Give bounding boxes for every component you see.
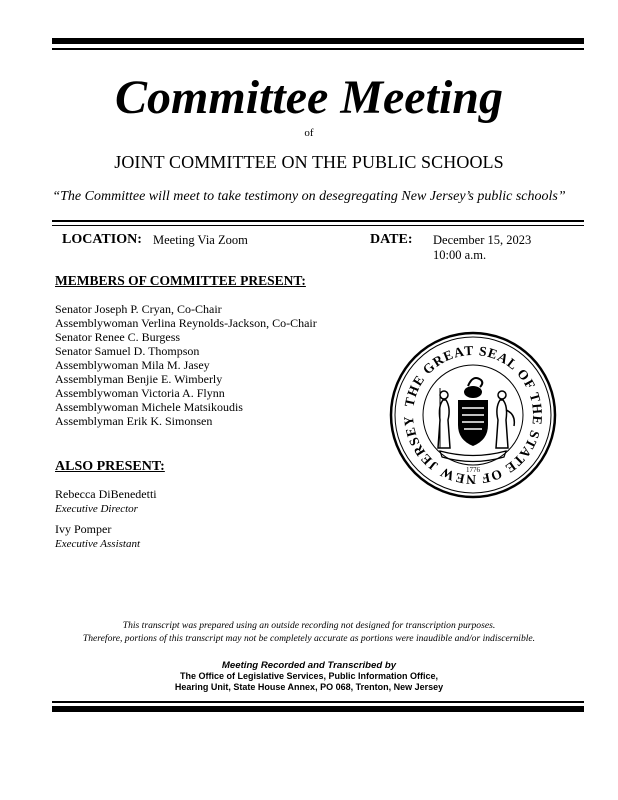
bottom-thin-rule [52, 701, 584, 703]
document-title: Committee Meeting [115, 71, 503, 124]
of-text: of [304, 127, 314, 139]
committee-name: JOINT COMMITTEE ON THE PUBLIC SCHOOLS [114, 152, 504, 172]
also-present-person [55, 487, 157, 516]
location-value: Meeting Via Zoom [153, 233, 248, 247]
date-label: DATE: [370, 232, 413, 247]
meta-top-rule-thick [52, 220, 584, 222]
members-list [55, 302, 317, 428]
list-item: Assemblywoman Mila M. Jasey [55, 358, 210, 372]
office-line: Hearing Unit, State House Annex, PO 068, Trenton, New Jersey [174, 682, 444, 692]
bottom-thick-rule [52, 706, 584, 712]
seal-text: THE GREAT SEAL OF THE STATE OF NEW JERSEY [400, 342, 546, 488]
list-item: Senator Renee C. Burgess [55, 330, 181, 344]
list-item: Assemblywoman Verlina Reynolds-Jackson, Co-Chair [55, 316, 317, 330]
top-thin-rule [52, 48, 584, 50]
disclaimer-line: This transcript was prepared using an outside recording not designed for transcription purposes. [122, 620, 496, 631]
person-name: Ivy Pomper [55, 522, 112, 536]
list-item: Assemblywoman Michele Matsikoudis [55, 400, 243, 414]
list-item: Assemblyman Erik K. Simonsen [55, 414, 213, 428]
members-heading: MEMBERS OF COMMITTEE PRESENT: [55, 273, 306, 288]
time-value: 10:00 a.m. [433, 248, 487, 262]
location-label: LOCATION: [62, 232, 142, 247]
meta-top-rule-thin [52, 225, 584, 226]
person-role: Executive Assistant [55, 537, 141, 550]
office-line: The Office of Legislative Services, Public Information Office, [179, 671, 439, 681]
person-role: Executive Director [55, 502, 138, 515]
list-item: Senator Samuel D. Thompson [55, 344, 200, 358]
list-item: Assemblywoman Victoria A. Flynn [55, 386, 225, 400]
also-present-heading: ALSO PRESENT: [55, 459, 165, 474]
transcript-disclaimer [0, 619, 618, 645]
top-thick-rule [52, 38, 584, 44]
list-item: Senator Joseph P. Cryan, Co-Chair [55, 302, 222, 316]
person-name: Rebecca DiBenedetti [55, 487, 157, 501]
meeting-subtitle: “The Committee will meet to take testimony on desegregating New Jersey’s public schools” [52, 189, 566, 204]
date-value: December 15, 2023 [433, 233, 532, 247]
also-present-person [55, 522, 140, 551]
list-item: Assemblyman Benjie E. Wimberly [55, 372, 223, 386]
disclaimer-line: Therefore, portions of this transcript may not be completely accurate as portions were inaudible and/or indiscernible. [82, 633, 536, 644]
recorded-by-block [0, 660, 618, 693]
recorded-by-label: Meeting Recorded and Transcribed by [221, 660, 397, 671]
seal-year: 1776 [466, 466, 480, 474]
nj-state-seal-icon [388, 330, 558, 500]
